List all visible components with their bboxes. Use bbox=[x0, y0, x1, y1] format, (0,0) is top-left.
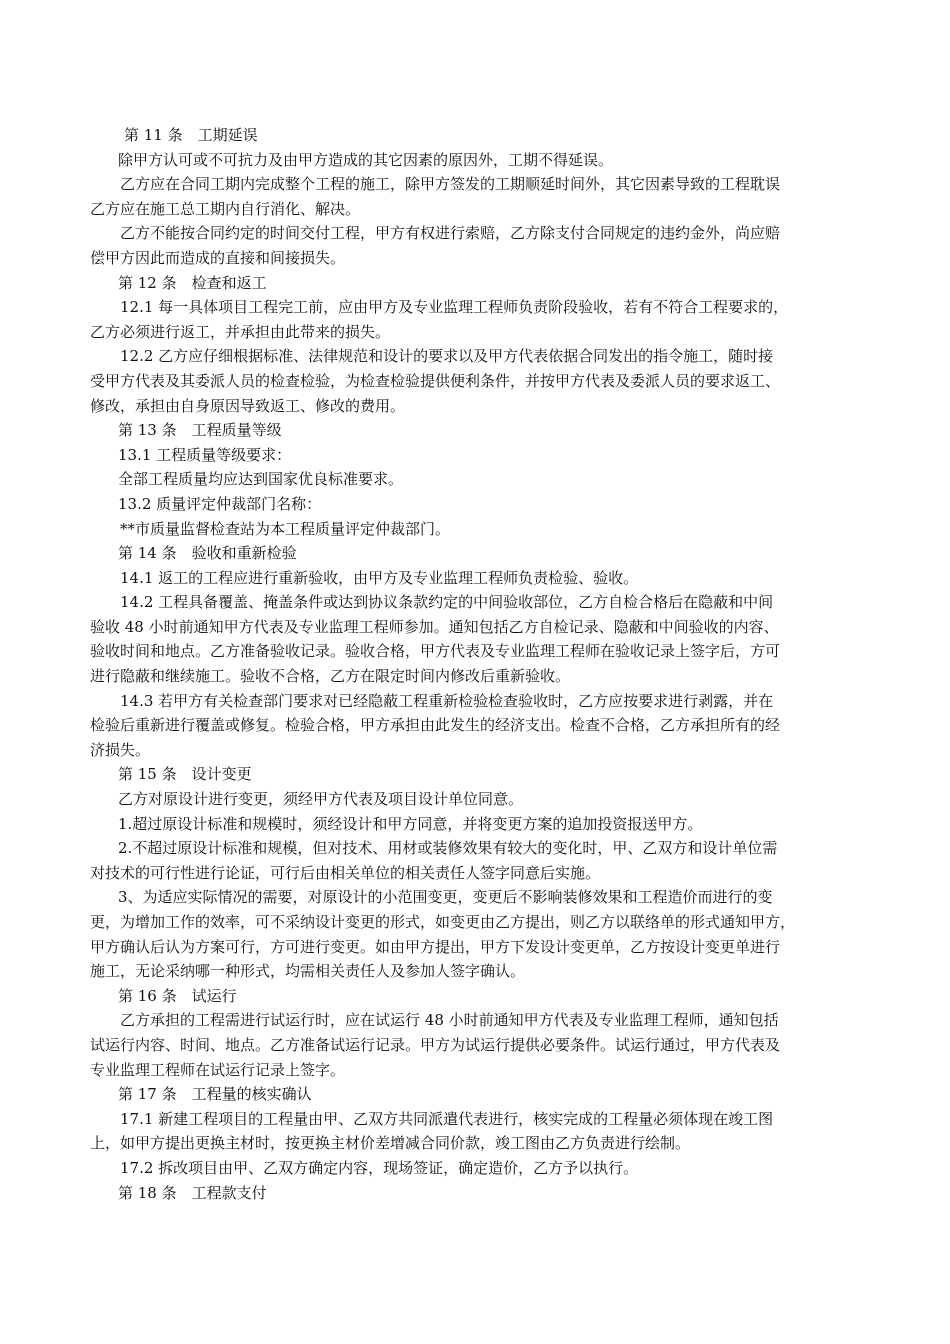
document-line: 除甲方认可或不可抗力及由甲方造成的其它因素的原因外，工期不得延误。 bbox=[118, 150, 614, 169]
document-line: 修改，承担由自身原因导致返工、修改的费用。 bbox=[90, 396, 406, 415]
document-line: 14.3 若甲方有关检查部门要求对已经隐蔽工程重新检验检查验收时，乙方应按要求进行剥露，并在 bbox=[120, 691, 774, 710]
document-line: 12.2 乙方应仔细根据标准、法律规范和设计的要求以及甲方代表依据合同发出的指令施工，随时接 bbox=[120, 347, 774, 366]
document-line: 乙方应在施工总工期内自行消化、解决。 bbox=[90, 199, 361, 218]
document-line: 17.1 新建工程项目的工程量由甲、乙双方共同派遣代表进行，核实完成的工程量必须体现在竣工图 bbox=[120, 1109, 774, 1128]
document-body bbox=[90, 123, 865, 1205]
document-line: 乙方对原设计进行变更，须经甲方代表及项目设计单位同意。 bbox=[118, 790, 524, 809]
document-line: 3、为适应实际情况的需要，对原设计的小范围变更，变更后不影响装修效果和工程造价而进行的变 bbox=[118, 888, 773, 907]
document-line: 乙方承担的工程需进行试运行时，应在试运行 48 小时前通知甲方代表及专业监理工程师，通知包括 bbox=[120, 1011, 779, 1030]
document-line: 乙方应在合同工期内完成整个工程的施工，除甲方签发的工期顺延时间外，其它因素导致的工程耽误 bbox=[120, 175, 781, 194]
document-line: 乙方不能按合同约定的时间交付工程，甲方有权进行索赔，乙方除支付合同规定的违约金外，尚应赔 bbox=[120, 224, 781, 243]
document-line: 全部工程质量均应达到国家优良标准要求。 bbox=[118, 470, 404, 489]
document-line: 第 17 条 工程量的核实确认 bbox=[118, 1085, 312, 1104]
document-line: 第 11 条 工期延误 bbox=[124, 126, 258, 144]
document-line: 验收时间和地点。乙方准备验收记录。验收合格，甲方代表及专业监理工程师在验收记录上签字后，方可 bbox=[90, 642, 781, 661]
document-line: 13.2 质量评定仲裁部门名称： bbox=[118, 494, 322, 513]
document-line: 济损失。 bbox=[90, 740, 151, 759]
document-line: 14.1 返工的工程应进行重新验收，由甲方及专业监理工程师负责检验、验收。 bbox=[120, 568, 639, 587]
document-line: 13.1 工程质量等级要求： bbox=[118, 445, 292, 464]
document-line: 乙方必须进行返工，并承担由此带来的损失。 bbox=[90, 322, 391, 341]
document-line: 2.不超过原设计标准和规模，但对技术、用材或装修效果有较大的变化时，甲、乙双方和设计单位需 bbox=[118, 839, 778, 858]
document-line: 验收 48 小时前通知甲方代表及专业监理工程师参加。通知包括乙方自检记录、隐蔽和中间验收的内容、 bbox=[90, 617, 779, 636]
document-line: 12.1 每一具体项目工程完工前，应由甲方及专业监理工程师负责阶段验收，若有不符合工程要求的， bbox=[120, 298, 789, 317]
document-line: 偿甲方因此而造成的直接和间接损失。 bbox=[90, 248, 346, 267]
document-line: 甲方确认后认为方案可行，方可进行变更。如由甲方提出，甲方下发设计变更单，乙方按设计变更单进行 bbox=[90, 937, 781, 956]
document-line: 专业监理工程师在试运行记录上签字。 bbox=[90, 1060, 346, 1079]
document-line: **市质量监督检查站为本工程质量评定仲裁部门。 bbox=[120, 519, 451, 538]
document-line: 试运行内容、时间、地点。乙方准备试运行记录。甲方为试运行提供必要条件。试运行通过，甲方代表及 bbox=[90, 1035, 781, 1054]
document-line: 1.超过原设计标准和规模时，须经设计和甲方同意，并将变更方案的追加投资报送甲方。 bbox=[118, 814, 703, 833]
document-line: 更，为增加工作的效率，可不采纳设计变更的形式，如变更由乙方提出，则乙方以联络单的形式通知甲方， bbox=[90, 913, 796, 931]
document-line: 进行隐蔽和继续施工。验收不合格，乙方在限定时间内修改后重新验收。 bbox=[90, 667, 571, 686]
document-line: 第 18 条 工程款支付 bbox=[118, 1183, 267, 1202]
document-line: 第 14 条 验收和重新检验 bbox=[118, 544, 297, 563]
document-line: 施工，无论采纳哪一种形式，均需相关责任人及参加人签字确认。 bbox=[90, 962, 526, 981]
document-line: 受甲方代表及其委派人员的检查检验，为检查检验提供便利条件，并按甲方代表及委派人员的要求返工、 bbox=[90, 371, 781, 390]
document-line: 对技术的可行性进行论证，可行后由相关单位的相关责任人签字同意后实施。 bbox=[90, 863, 601, 882]
document-line: 第 16 条 试运行 bbox=[118, 986, 237, 1005]
document-line: 第 12 条 检查和返工 bbox=[118, 273, 267, 292]
document-line: 14.2 工程具备覆盖、掩盖条件或达到协议条款约定的中间验收部位，乙方自检合格后在隐蔽和中间 bbox=[120, 593, 774, 612]
document-line: 上，如甲方提出更换主材时，按更换主材价差增减合同价款，竣工图由乙方负责进行绘制。 bbox=[90, 1134, 691, 1153]
document-line: 第 13 条 工程质量等级 bbox=[118, 421, 282, 440]
document-line: 17.2 拆改项目由甲、乙双方确定内容，现场签证，确定造价，乙方予以执行。 bbox=[120, 1158, 639, 1177]
document-line: 第 15 条 设计变更 bbox=[118, 765, 252, 784]
document-line: 检验后重新进行覆盖或修复。检验合格，甲方承担由此发生的经济支出。检查不合格，乙方承担所有的经 bbox=[90, 716, 781, 735]
